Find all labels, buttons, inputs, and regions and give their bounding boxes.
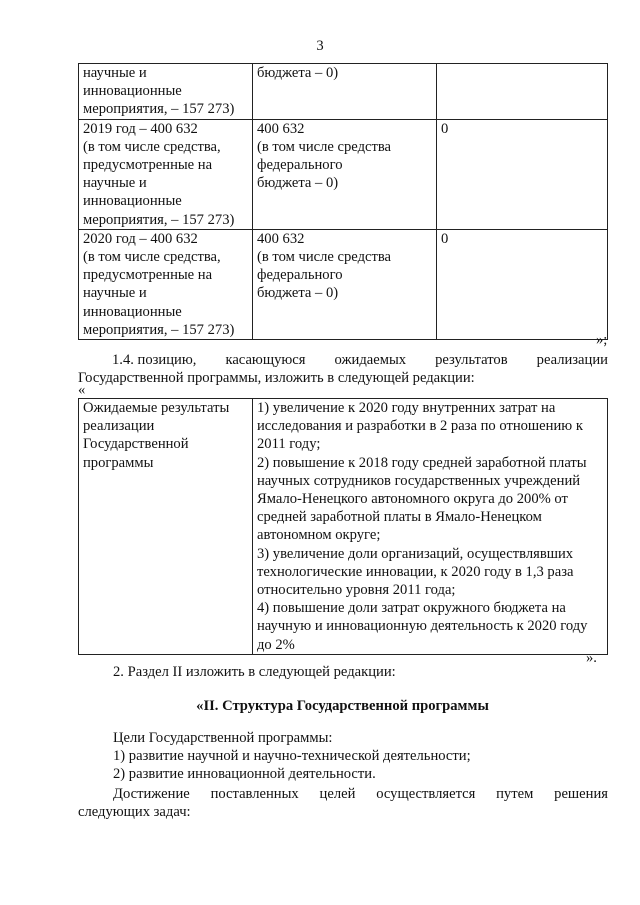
word: целей bbox=[319, 786, 356, 802]
paragraph-line bbox=[78, 785, 608, 803]
cell-line: федерального bbox=[257, 267, 343, 284]
paragraph-line: Государственной программы, изложить в следующей редакции: bbox=[78, 370, 475, 387]
cell-line: 3) увеличение доли организаций, осуществлявших bbox=[257, 545, 574, 562]
budget-cell-federal bbox=[437, 229, 608, 339]
paragraph-line bbox=[78, 351, 608, 369]
results-content-cell bbox=[253, 399, 608, 655]
cell-line: 400 632 bbox=[257, 120, 305, 137]
table-row bbox=[79, 64, 608, 120]
cell-line: (в том числе средства bbox=[257, 138, 392, 155]
goals-list bbox=[113, 729, 608, 784]
word: реализации bbox=[536, 352, 608, 368]
cell-line: научные и bbox=[83, 175, 147, 192]
results-label-cell bbox=[79, 399, 253, 655]
table-row bbox=[79, 399, 608, 655]
cell-line: относительно уровня 2011 года; bbox=[257, 582, 456, 599]
budget-cell-total bbox=[79, 119, 253, 229]
paragraph-achievement bbox=[78, 785, 608, 821]
cell-line: автономном округе; bbox=[257, 527, 381, 544]
list-item: 2) развитие инновационной деятельности. bbox=[113, 766, 376, 783]
word: ожидаемых bbox=[334, 352, 407, 368]
cell-line: мероприятия, – 157 273) bbox=[83, 101, 235, 118]
cell-line: предусмотренные на bbox=[83, 267, 213, 284]
cell-line: средней заработной платы в Ямало-Ненецком bbox=[257, 509, 542, 526]
cell-line: 2019 год – 400 632 bbox=[83, 120, 198, 137]
cell-line: до 2% bbox=[257, 636, 295, 653]
results-table bbox=[78, 398, 608, 655]
word: Достижение bbox=[113, 786, 190, 802]
budget-cell-district bbox=[253, 119, 437, 229]
cell-line: инновационные bbox=[83, 193, 182, 210]
table-row bbox=[79, 119, 608, 229]
paragraph-item-1-4 bbox=[78, 351, 608, 387]
closing-quote: »; bbox=[596, 332, 608, 348]
cell-line: 0 bbox=[441, 230, 449, 247]
section-heading: «II. Структура Государственной программы bbox=[196, 698, 489, 714]
cell-line: бюджета – 0) bbox=[257, 285, 339, 302]
cell-line: федерального bbox=[257, 157, 343, 174]
cell-line: 2020 год – 400 632 bbox=[83, 230, 198, 247]
page-number: 3 bbox=[316, 38, 324, 54]
cell-line: 1) увеличение к 2020 году внутренних затрат на bbox=[257, 400, 556, 416]
budget-cell-total bbox=[79, 64, 253, 120]
cell-line: (в том числе средства, bbox=[83, 249, 221, 266]
budget-cell-federal bbox=[437, 119, 608, 229]
cell-line: мероприятия, – 157 273) bbox=[83, 211, 235, 228]
table-row bbox=[79, 229, 608, 339]
cell-line: Ожидаемые результаты bbox=[83, 400, 230, 416]
cell-line: научную и инновационную деятельность к 2020 году bbox=[257, 618, 588, 635]
budget-cell-total bbox=[79, 229, 253, 339]
closing-quote: ». bbox=[586, 650, 597, 666]
cell-line: мероприятия, – 157 273) bbox=[83, 321, 235, 338]
cell-line: 2) повышение к 2018 году средней заработной платы bbox=[257, 454, 587, 471]
cell-line: Ямало-Ненецкого автономного округа до 200% от bbox=[257, 491, 568, 508]
cell-line: Государственной bbox=[83, 436, 189, 453]
paragraph-line: следующих задач: bbox=[78, 804, 191, 821]
cell-line: научных сотрудников государственных учреждений bbox=[257, 472, 581, 489]
cell-line: бюджета – 0) bbox=[257, 175, 339, 192]
word: результатов bbox=[435, 352, 508, 368]
cell-line: 400 632 bbox=[257, 230, 305, 247]
cell-line: исследования и разработки в 2 раза по отношению к bbox=[257, 418, 583, 435]
cell-line: 2011 году; bbox=[257, 436, 321, 453]
budget-cell-district bbox=[253, 64, 437, 120]
word: решения bbox=[554, 786, 608, 802]
cell-line: реализации bbox=[83, 418, 155, 435]
paragraph-item-2: 2. Раздел II изложить в следующей редакции: bbox=[113, 664, 396, 680]
cell-line: предусмотренные на bbox=[83, 157, 213, 174]
list-item: 1) развитие научной и научно-технической деятельности; bbox=[113, 748, 471, 765]
cell-line: научные и bbox=[83, 285, 147, 302]
cell-line: 0 bbox=[441, 120, 449, 137]
budget-cell-district bbox=[253, 229, 437, 339]
cell-line: бюджета – 0) bbox=[257, 65, 339, 81]
budget-table bbox=[78, 63, 608, 340]
cell-line: (в том числе средства bbox=[257, 249, 392, 266]
cell-line: технологические инновации, к 2020 году в 1,3 раза bbox=[257, 563, 574, 580]
opening-quote: « bbox=[78, 382, 86, 398]
cell-line: инновационные bbox=[83, 303, 182, 320]
word: касающуюся bbox=[225, 352, 306, 368]
cell-line: научные и bbox=[83, 65, 147, 81]
goals-intro: Цели Государственной программы: bbox=[113, 730, 333, 746]
cell-line: инновационные bbox=[83, 83, 182, 100]
word: путем bbox=[496, 786, 534, 802]
word: 1.4. позицию, bbox=[112, 352, 197, 368]
budget-cell-federal bbox=[437, 64, 608, 120]
cell-line: (в том числе средства, bbox=[83, 138, 221, 155]
word: осуществляется bbox=[376, 786, 476, 802]
cell-line: 4) повышение доли затрат окружного бюджета на bbox=[257, 600, 566, 617]
word: поставленных bbox=[210, 786, 299, 802]
cell-line: программы bbox=[83, 454, 154, 471]
